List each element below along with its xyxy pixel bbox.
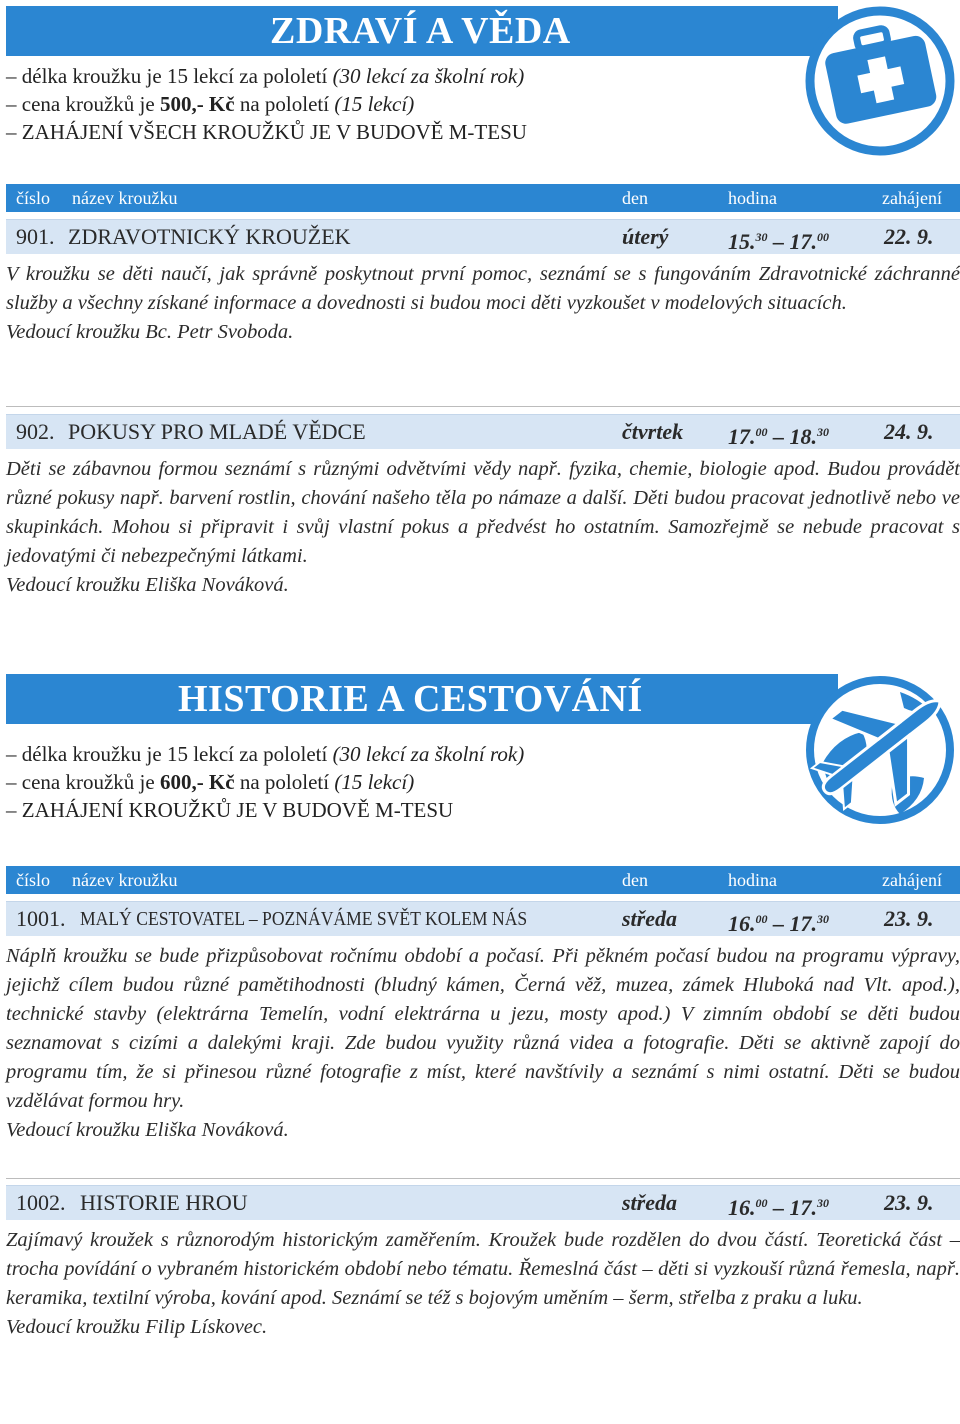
club-number: 902.	[16, 419, 55, 444]
club-name: POKUSY PRO MLADÉ VĚDCE	[68, 419, 366, 444]
club-description-1002: Zajímavý kroužek s různorodým historickým zaměřením. Kroužek bude rozdělen do dvou částí. Teoretická část – trocha povídání o vybraném historickém období nebo tématu. Řemeslná část – děti si vyzkouší různá řemesla, např. keramika, textilní výroba, kování apod. Seznámí se též s bojovým uměním – šerm, střelba z praku a luku. Vedoucí kroužku Filip Lískovec.	[6, 1226, 960, 1342]
club-time: 16.00 – 17.30	[728, 1195, 829, 1220]
club-leader: Vedoucí kroužku Eliška Nováková.	[6, 1119, 289, 1141]
club-leader: Vedoucí kroužku Eliška Nováková.	[6, 574, 289, 596]
length-line: – délka kroužku je 15 lekcí za pololetí (30 lekcí za školní rok)	[6, 64, 525, 88]
separator	[6, 1178, 960, 1179]
col-day: den	[622, 870, 648, 890]
col-time: hodina	[728, 870, 777, 890]
club-name: MALÝ CESTOVATEL – POZNÁVÁME SVĚT KOLEM NÁS	[80, 908, 528, 930]
club-start: 23. 9.	[884, 1190, 934, 1215]
club-day: čtvrtek	[622, 419, 684, 444]
club-time: 16.00 – 17.30	[728, 911, 829, 936]
club-name: ZDRAVOTNICKÝ KROUŽEK	[68, 224, 351, 249]
first-aid-kit-icon	[800, 2, 960, 165]
club-name: HISTORIE HROU	[80, 1190, 248, 1215]
price-line: – cena kroužků je 600,- Kč na pololetí (15 lekcí)	[6, 770, 415, 794]
price-line: – cena kroužků je 500,- Kč na pololetí (15 lekcí)	[6, 92, 415, 116]
club-row-1002	[6, 1185, 960, 1220]
section-info-2	[6, 740, 524, 824]
col-start: zahájení	[882, 188, 942, 208]
club-number: 1001.	[16, 906, 66, 931]
col-name: název kroužku	[72, 870, 178, 890]
section-title: HISTORIE A CESTOVÁNÍ	[178, 678, 643, 720]
club-leader: Vedoucí kroužku Bc. Petr Svoboda.	[6, 321, 294, 343]
club-time: 15.30 – 17.00	[728, 229, 829, 254]
club-start: 22. 9.	[884, 224, 934, 249]
club-day: středa	[622, 906, 677, 931]
column-header	[6, 184, 960, 212]
column-header	[6, 866, 960, 894]
club-time: 17.00 – 18.30	[728, 424, 829, 449]
section-banner-health-science	[6, 6, 838, 56]
club-row-901	[6, 219, 960, 254]
club-start: 24. 9.	[884, 419, 934, 444]
col-start: zahájení	[882, 870, 942, 890]
length-line: – délka kroužku je 15 lekcí za pololetí (30 lekcí za školní rok)	[6, 742, 525, 766]
separator	[6, 406, 960, 407]
start-note: – ZAHÁJENÍ KROUŽKŮ JE V BUDOVĚ M-TESU	[6, 798, 454, 822]
club-description-1001: Náplň kroužku se bude přizpůsobovat ročnímu období a počasí. Při pěkném počasí budou na programu výpravy, jejichž cílem budou různé pamětihodnosti (bludný kámen, Černá věž, muzea, zámek Hluboká nad Vlt. apod.), technické stavby (elektrárna Temelín, vodní elektrárna u jezu, mosty apod.) V zimním období se děti budou seznamovat s cizími a dalekými kraji. Zde budou využity různá videa a fotografie. Děti se aktivně zapojí do programu tím, že si přinesou různé fotografie z míst, které navštívily a seznámí s nimi ostatní. Děti se budou vzdělávat formou hry. Vedoucí kroužku Eliška Nováková.	[6, 942, 960, 1145]
club-row-1001	[6, 901, 960, 936]
club-description-901: V kroužku se děti naučí, jak správně poskytnout první pomoc, seznámí se s fungováním Zdravotnické záchranné služby a všechny získané informace a dovednosti si budou moci děti vyzkoušet v modelových situacích. Vedoucí kroužku Bc. Petr Svoboda.	[6, 260, 960, 347]
club-number: 1002.	[16, 1190, 66, 1215]
col-time: hodina	[728, 188, 777, 208]
club-start: 23. 9.	[884, 906, 934, 931]
start-note: – ZAHÁJENÍ VŠECH KROUŽKŮ JE V BUDOVĚ M-TESU	[6, 120, 527, 144]
club-row-902	[6, 414, 960, 449]
col-number: číslo	[16, 870, 50, 890]
club-number: 901.	[16, 224, 55, 249]
section-title: ZDRAVÍ A VĚDA	[270, 10, 571, 52]
col-name: název kroužku	[72, 188, 178, 208]
club-leader: Vedoucí kroužku Filip Lískovec.	[6, 1316, 268, 1338]
club-day: úterý	[622, 224, 669, 249]
airplane-globe-icon	[800, 668, 960, 833]
club-description-902: Děti se zábavnou formou seznámí s různými odvětvími vědy např. fyzika, chemie, biologie apod. Budou provádět různé pokusy např. barvení rostlin, chování našeho těla po námaze a další. Děti budou pracovat jednotlivě nebo ve skupinkách. Mohou si připravit i svůj vlastní pokus a předvést ho ostatním. Samozřejmě se nebude pracovat s jedovatými či nebezpečnými látkami. Vedoucí kroužku Eliška Nováková.	[6, 455, 960, 600]
club-day: středa	[622, 1190, 677, 1215]
section-banner-history-travel	[6, 674, 838, 724]
col-day: den	[622, 188, 648, 208]
col-number: číslo	[16, 188, 50, 208]
section-info-1	[6, 62, 527, 146]
